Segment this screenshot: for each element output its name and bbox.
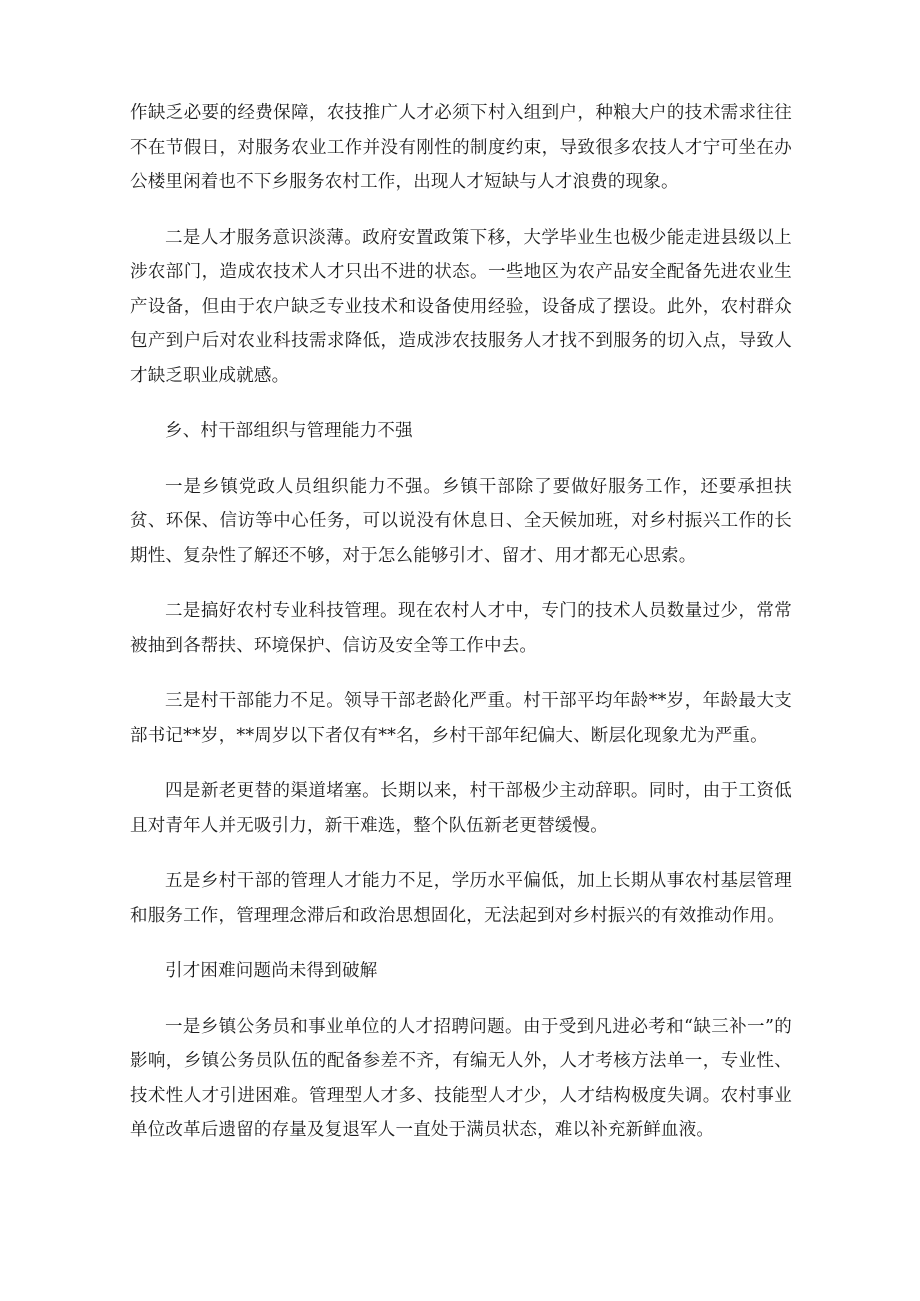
- paragraph-management-talent: 五是乡村干部的管理人才能力不足，学历水平偏低，加上长期从事农村基层管理和服务工作，管理理念滞后和政治思想固化，无法起到对乡村振兴的有效推动作用。: [130, 871, 792, 926]
- paragraph-village-cadre-ability: 三是村干部能力不足。领导干部老龄化严重。村干部平均年龄**岁，年龄最大支部书记**岁，**周岁以下者仅有**名，乡村干部年纪偏大、断层化现象尤为严重。: [130, 691, 792, 746]
- paragraph-succession-channel: 四是新老更替的渠道堵塞。长期以来，村干部极少主动辞职。同时，由于工资低且对青年人并无吸引力，新干难选，整个队伍新老更替缓慢。: [130, 781, 792, 836]
- paragraph-talent-service-awareness: 二是人才服务意识淡薄。政府安置政策下移，大学毕业生也极少能走进县级以上涉农部门，造成农技术人才只出不进的状态。一些地区为农产品安全配备先进农业生产设备，但由于农户缺乏专业技术和设备使用经验，设备成了摆设。此外，农村群众包产到户后对农业科技需求降低，造成涉农技服务人才找不到服务的切入点，导致人才缺乏职业成就感。: [130, 227, 792, 386]
- section-heading-talent-recruitment: 引才困难问题尚未得到破解: [165, 961, 378, 981]
- section-heading-cadre-ability: 乡、村干部组织与管理能力不强: [165, 421, 413, 441]
- paragraph-recruitment-issue: 一是乡镇公务员和事业单位的人才招聘问题。由于受到凡进必考和“缺三补一”的影响，乡镇公务员队伍的配备参差不齐，有编无人外，人才考核方法单一，专业性、技术性人才引进困难。管理型人才多、技能型人才少，人才结构极度失调。农村事业单位改革后遗留的存量及复退军人一直处于满员状态，难以补充新鲜血液。: [130, 1016, 792, 1140]
- paragraph-continuation: 作缺乏必要的经费保障，农技推广人才必须下村入组到户，种粮大户的技术需求往往不在节假日，对服务农业工作并没有刚性的制度约束，导致很多农技人才宁可坐在办公楼里闲着也不下乡服务农村工作，出现人才短缺与人才浪费的现象。: [130, 103, 792, 192]
- paragraph-tech-management: 二是搞好农村专业科技管理。现在农村人才中，专门的技术人员数量过少，常常被抽到各帮扶、环境保护、信访及安全等工作中去。: [130, 601, 792, 656]
- paragraph-township-organization: 一是乡镇党政人员组织能力不强。乡镇干部除了要做好服务工作，还要承担扶贫、环保、信访等中心任务，可以说没有休息日、全天候加班，对乡村振兴工作的长期性、复杂性了解还不够，对于怎么能够引才、留才、用才都无心思索。: [130, 476, 792, 566]
